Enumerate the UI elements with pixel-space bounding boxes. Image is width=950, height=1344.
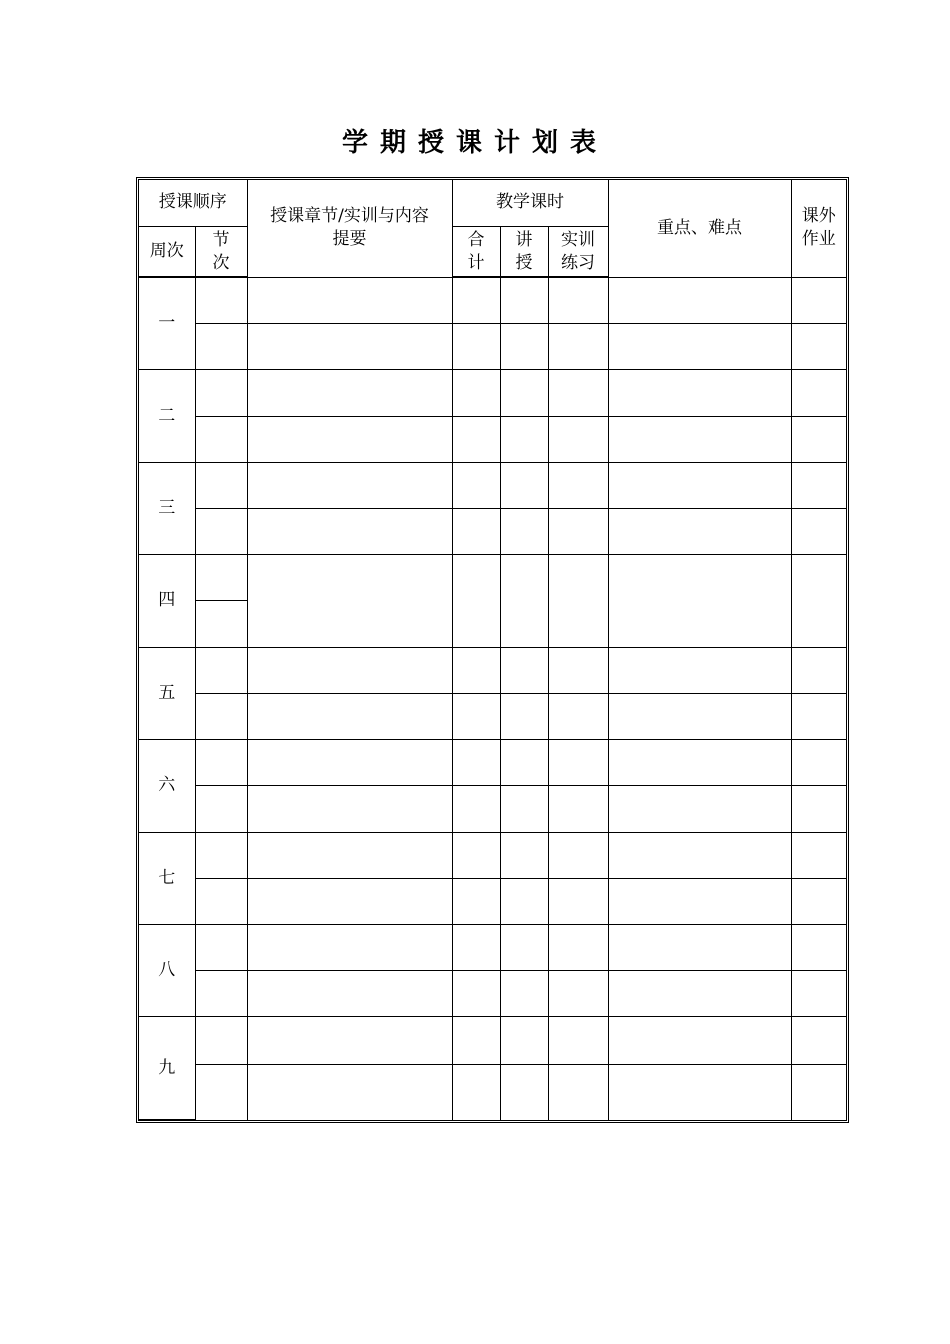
lecture-cell[interactable] — [500, 878, 548, 924]
content-cell[interactable] — [247, 971, 452, 1017]
total-cell[interactable] — [452, 370, 500, 416]
header-content: 授课章节/实训与内容 提要 — [247, 180, 452, 277]
header-practice: 实训 练习 — [548, 226, 608, 277]
practice-cell[interactable] — [548, 971, 608, 1017]
homework-cell[interactable] — [791, 324, 846, 370]
practice-cell[interactable] — [548, 832, 608, 878]
table-row — [139, 740, 846, 786]
header-homework: 课外 作业 — [791, 180, 846, 277]
key-points-cell[interactable] — [608, 647, 791, 693]
lecture-cell[interactable] — [500, 277, 548, 323]
total-cell[interactable] — [452, 693, 500, 739]
lecture-cell[interactable] — [500, 555, 548, 647]
homework-cell[interactable] — [791, 786, 846, 832]
section-cell[interactable] — [195, 277, 247, 323]
homework-cell[interactable] — [791, 555, 846, 647]
total-cell[interactable] — [452, 416, 500, 462]
section-cell[interactable] — [195, 925, 247, 971]
practice-cell[interactable] — [548, 277, 608, 323]
table-row — [139, 1064, 846, 1119]
lecture-cell[interactable] — [500, 370, 548, 416]
header-row-1 — [139, 180, 846, 226]
homework-cell[interactable] — [791, 925, 846, 971]
lecture-cell[interactable] — [500, 925, 548, 971]
week-label: 七 — [139, 832, 195, 924]
key-points-cell[interactable] — [608, 832, 791, 878]
homework-cell[interactable] — [791, 462, 846, 508]
key-points-cell[interactable] — [608, 555, 791, 647]
content-cell[interactable] — [247, 1064, 452, 1119]
total-cell[interactable] — [452, 462, 500, 508]
content-cell[interactable] — [247, 740, 452, 786]
section-cell[interactable] — [195, 971, 247, 1017]
content-cell[interactable] — [247, 370, 452, 416]
lecture-cell[interactable] — [500, 416, 548, 462]
section-cell[interactable] — [195, 832, 247, 878]
content-cell[interactable] — [247, 878, 452, 924]
lecture-cell[interactable] — [500, 786, 548, 832]
content-cell[interactable] — [247, 416, 452, 462]
lecture-cell[interactable] — [500, 509, 548, 555]
week-label: 二 — [139, 370, 195, 462]
total-cell[interactable] — [452, 647, 500, 693]
lecture-cell[interactable] — [500, 462, 548, 508]
homework-cell[interactable] — [791, 878, 846, 924]
total-cell[interactable] — [452, 324, 500, 370]
homework-cell[interactable] — [791, 693, 846, 739]
practice-cell[interactable] — [548, 740, 608, 786]
key-points-cell[interactable] — [608, 277, 791, 323]
week-label: 四 — [139, 555, 195, 647]
homework-cell[interactable] — [791, 1064, 846, 1119]
header-total: 合 计 — [452, 226, 500, 277]
key-points-cell[interactable] — [608, 416, 791, 462]
lecture-cell[interactable] — [500, 740, 548, 786]
week-label: 六 — [139, 740, 195, 832]
homework-cell[interactable] — [791, 1017, 846, 1064]
table-row — [139, 416, 846, 462]
key-points-cell[interactable] — [608, 925, 791, 971]
homework-cell[interactable] — [791, 971, 846, 1017]
header-section: 节 次 — [195, 226, 247, 277]
key-points-cell[interactable] — [608, 370, 791, 416]
section-cell[interactable] — [195, 786, 247, 832]
lecture-cell[interactable] — [500, 832, 548, 878]
teaching-plan-table — [139, 180, 846, 1120]
table-row — [139, 832, 846, 878]
table-row — [139, 693, 846, 739]
content-cell[interactable] — [247, 1017, 452, 1064]
section-cell[interactable] — [195, 601, 247, 647]
key-points-cell[interactable] — [608, 462, 791, 508]
lecture-cell[interactable] — [500, 1017, 548, 1064]
header-lecture: 讲 授 — [500, 226, 548, 277]
table-row — [139, 878, 846, 924]
table-row — [139, 277, 846, 323]
homework-cell[interactable] — [791, 509, 846, 555]
section-cell[interactable] — [195, 555, 247, 601]
table-row — [139, 786, 846, 832]
key-points-cell[interactable] — [608, 1064, 791, 1119]
week-label: 一 — [139, 277, 195, 369]
key-points-cell[interactable] — [608, 971, 791, 1017]
content-cell[interactable] — [247, 555, 452, 647]
key-points-cell[interactable] — [608, 693, 791, 739]
key-points-cell[interactable] — [608, 878, 791, 924]
practice-cell[interactable] — [548, 693, 608, 739]
header-key-points: 重点、难点 — [608, 180, 791, 277]
week-label: 九 — [139, 1017, 195, 1120]
section-cell[interactable] — [195, 647, 247, 693]
homework-cell[interactable] — [791, 416, 846, 462]
section-cell[interactable] — [195, 462, 247, 508]
content-cell[interactable] — [247, 647, 452, 693]
homework-cell[interactable] — [791, 647, 846, 693]
total-cell[interactable] — [452, 786, 500, 832]
table-row — [139, 462, 846, 508]
section-cell[interactable] — [195, 324, 247, 370]
total-cell[interactable] — [452, 832, 500, 878]
lecture-cell[interactable] — [500, 1064, 548, 1119]
content-cell[interactable] — [247, 693, 452, 739]
key-points-cell[interactable] — [608, 1017, 791, 1064]
content-cell[interactable] — [247, 462, 452, 508]
total-cell[interactable] — [452, 1017, 500, 1064]
key-points-cell[interactable] — [608, 324, 791, 370]
section-cell[interactable] — [195, 740, 247, 786]
practice-cell[interactable] — [548, 878, 608, 924]
page-title: 学期授课计划表 — [341, 128, 608, 158]
total-cell[interactable] — [452, 878, 500, 924]
practice-cell[interactable] — [548, 925, 608, 971]
table-row — [139, 370, 846, 416]
header-order: 授课顺序 — [139, 180, 247, 226]
section-cell[interactable] — [195, 416, 247, 462]
practice-cell[interactable] — [548, 509, 608, 555]
practice-cell[interactable] — [548, 324, 608, 370]
section-cell[interactable] — [195, 370, 247, 416]
week-label: 八 — [139, 925, 195, 1017]
section-cell[interactable] — [195, 1017, 247, 1064]
table-row — [139, 555, 846, 601]
homework-cell[interactable] — [791, 832, 846, 878]
key-points-cell[interactable] — [608, 740, 791, 786]
key-points-cell[interactable] — [608, 786, 791, 832]
table-row — [139, 647, 846, 693]
table-row — [139, 509, 846, 555]
table-row — [139, 324, 846, 370]
practice-cell[interactable] — [548, 647, 608, 693]
section-cell[interactable] — [195, 509, 247, 555]
content-cell[interactable] — [247, 925, 452, 971]
practice-cell[interactable] — [548, 1017, 608, 1064]
content-cell[interactable] — [247, 324, 452, 370]
section-cell[interactable] — [195, 1064, 247, 1119]
total-cell[interactable] — [452, 1064, 500, 1119]
content-cell[interactable] — [247, 277, 452, 323]
lecture-cell[interactable] — [500, 647, 548, 693]
lecture-cell[interactable] — [500, 693, 548, 739]
homework-cell[interactable] — [791, 277, 846, 323]
practice-cell[interactable] — [548, 462, 608, 508]
content-cell[interactable] — [247, 832, 452, 878]
content-cell[interactable] — [247, 786, 452, 832]
total-cell[interactable] — [452, 555, 500, 647]
section-cell[interactable] — [195, 878, 247, 924]
total-cell[interactable] — [452, 925, 500, 971]
practice-cell[interactable] — [548, 416, 608, 462]
table-row — [139, 971, 846, 1017]
homework-cell[interactable] — [791, 740, 846, 786]
table-row — [139, 925, 846, 971]
lecture-cell[interactable] — [500, 971, 548, 1017]
header-week: 周次 — [139, 226, 195, 277]
header-hours: 教学课时 — [452, 180, 608, 226]
total-cell[interactable] — [452, 277, 500, 323]
table-row — [139, 1017, 846, 1064]
total-cell[interactable] — [452, 740, 500, 786]
practice-cell[interactable] — [548, 370, 608, 416]
content-cell[interactable] — [247, 509, 452, 555]
practice-cell[interactable] — [548, 1064, 608, 1119]
section-cell[interactable] — [195, 693, 247, 739]
week-label: 三 — [139, 462, 195, 554]
plan-table-frame — [136, 177, 849, 1123]
key-points-cell[interactable] — [608, 509, 791, 555]
total-cell[interactable] — [452, 971, 500, 1017]
practice-cell[interactable] — [548, 786, 608, 832]
total-cell[interactable] — [452, 509, 500, 555]
homework-cell[interactable] — [791, 370, 846, 416]
week-label: 五 — [139, 647, 195, 739]
practice-cell[interactable] — [548, 555, 608, 647]
lecture-cell[interactable] — [500, 324, 548, 370]
